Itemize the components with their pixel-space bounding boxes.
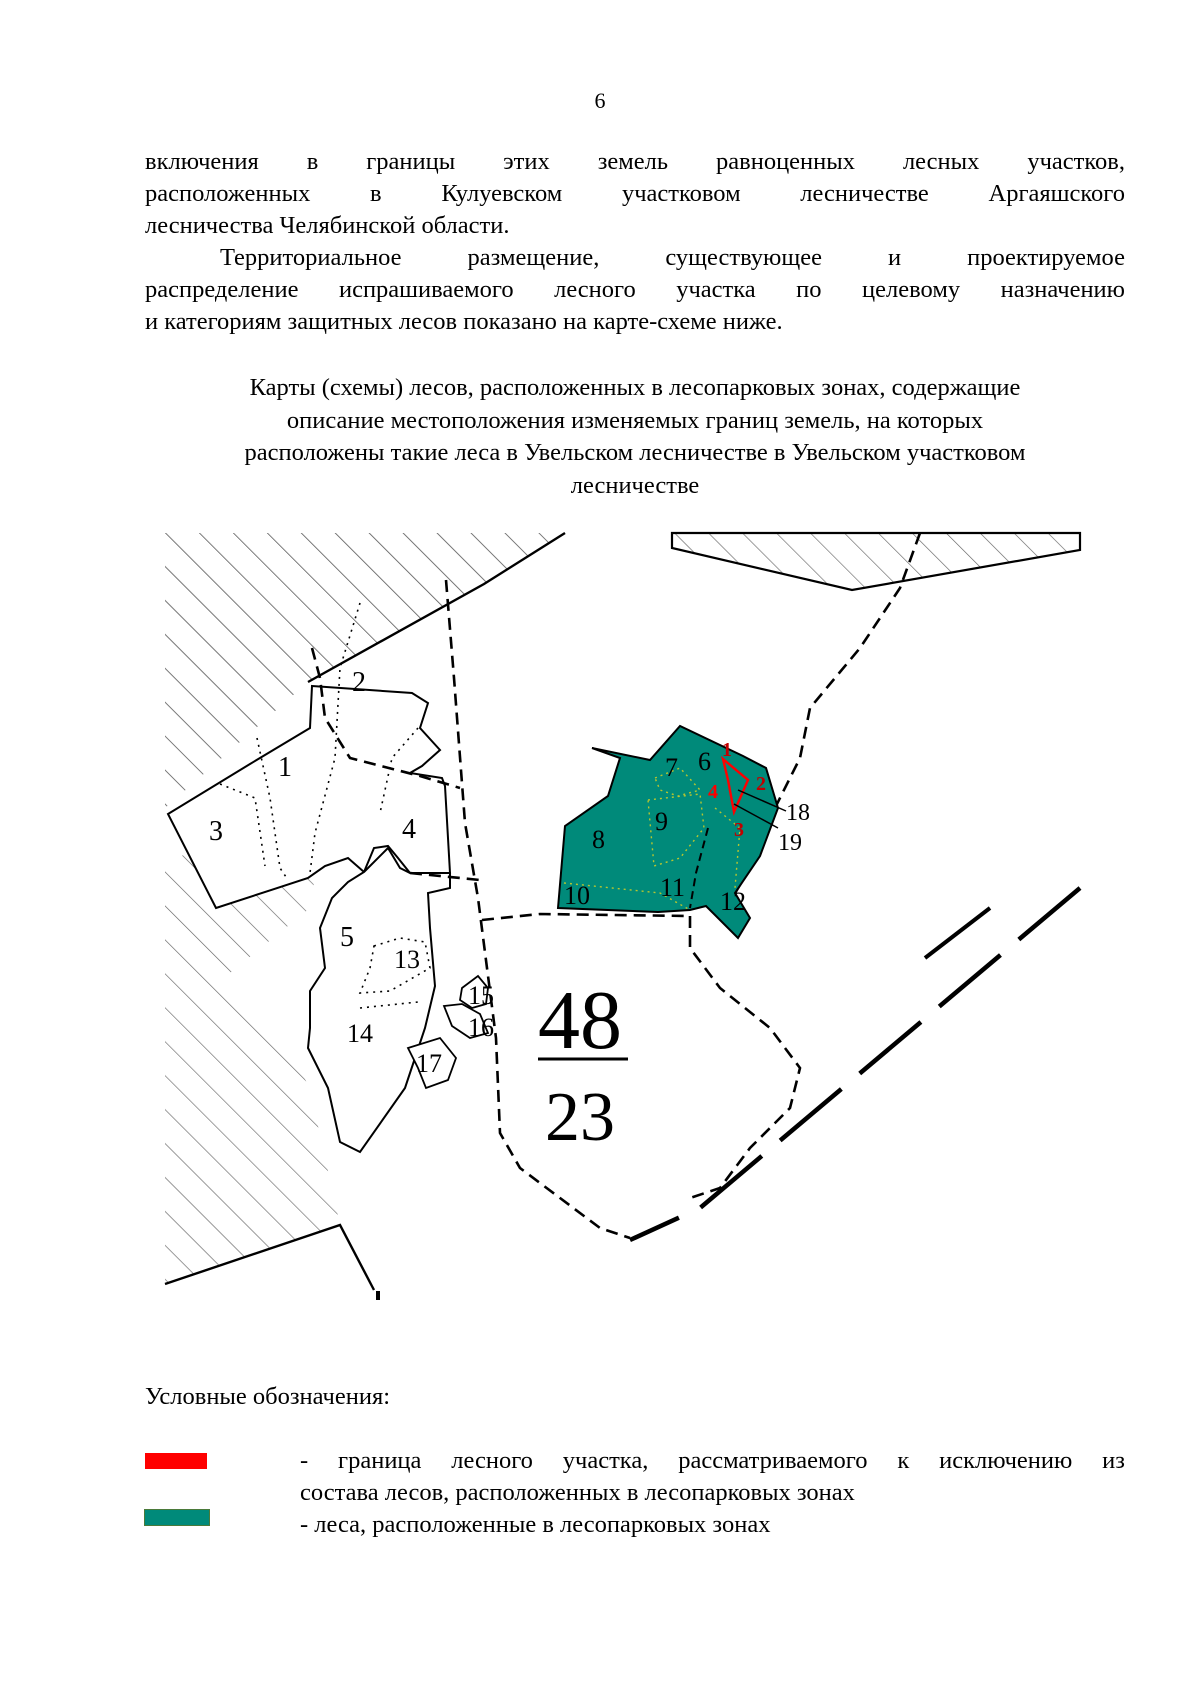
legend-item-boundary bbox=[300, 1445, 1125, 1509]
quarter-area: 23 bbox=[545, 1079, 615, 1156]
legend-swatch-forest bbox=[144, 1509, 210, 1526]
word: Территориальное bbox=[220, 244, 402, 271]
word: назначению bbox=[1000, 276, 1125, 303]
word: Аргаяшского bbox=[988, 180, 1125, 207]
plot-group-5-14 bbox=[308, 848, 450, 1152]
plot-label: 7 bbox=[665, 753, 678, 782]
plot-label: 10 bbox=[564, 881, 590, 910]
word: равноценных bbox=[716, 148, 855, 175]
paragraph-2 bbox=[145, 242, 1125, 338]
word: Кулуевском bbox=[441, 180, 563, 207]
word: из bbox=[1102, 1447, 1125, 1474]
word: размещение, bbox=[467, 244, 600, 271]
word: по bbox=[796, 276, 822, 303]
solid-road-parallel bbox=[925, 908, 990, 958]
legend-item-1-line-2: состава лесов, расположенных в лесопарковых зонах bbox=[300, 1479, 855, 1506]
caption-line-3: расположены такие леса в Увельском лесничестве в Увельском участковом bbox=[244, 439, 1026, 466]
word: лесничестве bbox=[800, 180, 929, 207]
quarter-number: 48 bbox=[538, 974, 622, 1067]
boundary-point-label: 1 bbox=[722, 739, 732, 761]
paragraph-1-line-1 bbox=[145, 146, 1125, 178]
plot-label: 6 bbox=[698, 747, 711, 776]
word: в bbox=[370, 180, 382, 207]
plot-label: 19 bbox=[778, 830, 802, 856]
paragraph-1-line-2 bbox=[145, 178, 1125, 210]
plot-label: 15 bbox=[468, 981, 494, 1010]
caption-line-4: лесничестве bbox=[570, 471, 700, 499]
word: целевому bbox=[862, 276, 961, 303]
page-number: 6 bbox=[594, 88, 606, 113]
paragraph-2-line-3: и категориям защитных лесов показано на карте-схеме ниже. bbox=[145, 308, 783, 335]
word: проектируемое bbox=[967, 244, 1125, 271]
plot-label: 16 bbox=[468, 1013, 494, 1042]
plot-label: 2 bbox=[352, 667, 366, 698]
plot-label: 18 bbox=[786, 800, 810, 826]
plot-label: 11 bbox=[660, 873, 686, 902]
plot-label: 12 bbox=[720, 887, 746, 916]
word: земель bbox=[597, 148, 669, 175]
word: участковом bbox=[621, 180, 741, 207]
word: расположенных bbox=[145, 180, 311, 207]
paragraph-1 bbox=[145, 146, 1125, 242]
word: исключению bbox=[939, 1447, 1073, 1474]
plot-label: 9 bbox=[655, 807, 668, 836]
solid-road-diagonal bbox=[630, 888, 1080, 1240]
legend-swatch-boundary bbox=[145, 1453, 207, 1469]
word: испрашиваемого bbox=[338, 276, 514, 303]
plot-label: 1 bbox=[278, 752, 292, 783]
legend-title: Условные обозначения: bbox=[145, 1383, 391, 1410]
word: лесного bbox=[451, 1447, 533, 1474]
word: лесных bbox=[902, 148, 980, 175]
plot-label: 5 bbox=[340, 922, 354, 953]
word: включения bbox=[145, 148, 259, 175]
dashed-road-south bbox=[690, 916, 800, 1198]
caption-line-2: описание местоположения изменяемых границ земель, на которых bbox=[286, 406, 984, 434]
word: лесного bbox=[554, 276, 636, 303]
plot-label: 13 bbox=[394, 945, 420, 974]
word: границы bbox=[366, 148, 456, 175]
plot-label: 14 bbox=[347, 1019, 373, 1048]
plot-label: 8 bbox=[592, 825, 605, 854]
caption-line-1: Карты (схемы) лесов, расположенных в лесопарковых зонах, содержащие bbox=[249, 374, 1021, 401]
plot-label: 17 bbox=[416, 1049, 442, 1078]
word: участка bbox=[676, 276, 756, 303]
boundary-point-label: 2 bbox=[756, 773, 766, 795]
word: распределение bbox=[145, 276, 299, 303]
word: к bbox=[897, 1447, 910, 1474]
forest-map bbox=[160, 528, 1090, 1348]
plot-label: 4 bbox=[402, 814, 416, 845]
map-caption bbox=[145, 372, 1125, 502]
word: граница bbox=[338, 1447, 422, 1474]
paragraph-2-line-1 bbox=[145, 242, 1125, 274]
paragraph-1-line-3: лесничества Челябинской области. bbox=[145, 212, 510, 239]
word: в bbox=[306, 148, 319, 175]
word: рассматриваемого bbox=[678, 1447, 868, 1474]
boundary-point-label: 3 bbox=[734, 819, 744, 841]
word: существующее bbox=[665, 244, 822, 271]
legend-item-2-line-1: - леса, расположенные в лесопарковых зонах bbox=[300, 1511, 771, 1538]
word: - bbox=[300, 1447, 309, 1474]
word: и bbox=[887, 244, 902, 271]
plot-label: 3 bbox=[209, 816, 223, 847]
word: участков, bbox=[1027, 148, 1125, 175]
legend-item-1-line-1 bbox=[300, 1445, 1125, 1477]
boundary-point-label: 4 bbox=[708, 781, 718, 803]
hatched-zone-north bbox=[672, 533, 1080, 590]
paragraph-2-line-2 bbox=[145, 274, 1125, 306]
word: этих bbox=[503, 148, 550, 175]
dashed-boundary bbox=[482, 914, 690, 920]
word: участка, bbox=[562, 1447, 649, 1474]
legend-item-forest bbox=[300, 1509, 1125, 1541]
